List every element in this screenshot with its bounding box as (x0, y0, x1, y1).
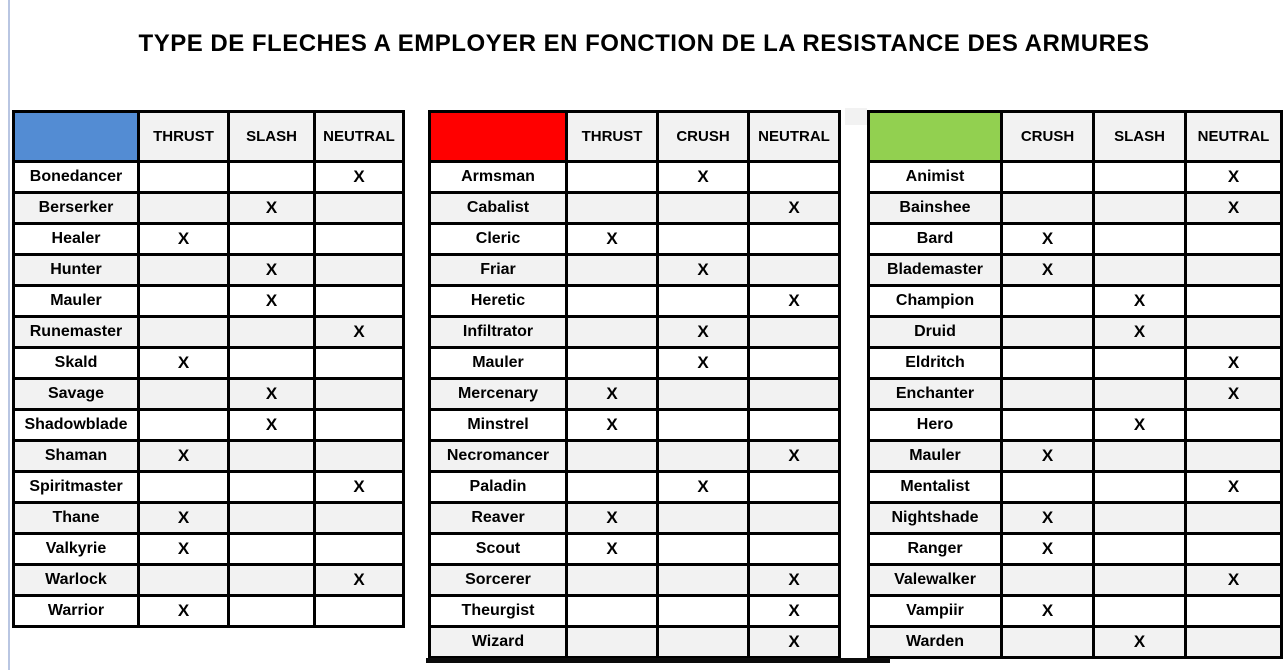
empty-cell (1094, 162, 1186, 193)
class-name-cell: Bard (869, 224, 1002, 255)
empty-cell (567, 286, 658, 317)
column-header-thrust: THRUST (139, 112, 229, 162)
empty-cell (749, 472, 840, 503)
x-mark-cell: X (315, 317, 404, 348)
class-row (14, 348, 404, 379)
class-row (14, 317, 404, 348)
empty-cell (567, 193, 658, 224)
class-row (869, 348, 1282, 379)
class-row (430, 286, 840, 317)
empty-cell (1002, 162, 1094, 193)
empty-cell (1002, 565, 1094, 596)
arrow-table-blue (12, 110, 405, 628)
page-title: TYPE DE FLECHES A EMPLOYER EN FONCTION DE LA RESISTANCE DES ARMURES (138, 30, 1150, 57)
empty-cell (1002, 627, 1094, 658)
empty-cell (1002, 348, 1094, 379)
bottom-window-edge (426, 658, 890, 663)
empty-cell (315, 348, 404, 379)
class-name-cell: Valewalker (869, 565, 1002, 596)
class-row (869, 162, 1282, 193)
empty-cell (658, 534, 749, 565)
class-row (14, 441, 404, 472)
empty-cell (229, 503, 315, 534)
empty-cell (229, 534, 315, 565)
empty-cell (658, 410, 749, 441)
class-name-cell: Ranger (869, 534, 1002, 565)
class-name-cell: Cleric (430, 224, 567, 255)
empty-cell (749, 503, 840, 534)
empty-cell (229, 224, 315, 255)
empty-cell (229, 317, 315, 348)
class-row (869, 534, 1282, 565)
class-name-cell: Cabalist (430, 193, 567, 224)
class-name-cell: Enchanter (869, 379, 1002, 410)
class-row (14, 503, 404, 534)
x-mark-cell: X (1186, 193, 1282, 224)
x-mark-cell: X (139, 596, 229, 627)
empty-cell (1002, 379, 1094, 410)
empty-cell (139, 286, 229, 317)
empty-cell (1186, 503, 1282, 534)
empty-cell (315, 286, 404, 317)
column-header-crush: CRUSH (658, 112, 749, 162)
x-mark-cell: X (1094, 286, 1186, 317)
class-name-cell: Mauler (430, 348, 567, 379)
class-row (869, 472, 1282, 503)
empty-cell (1186, 317, 1282, 348)
x-mark-cell: X (658, 348, 749, 379)
page-left-border (8, 0, 10, 670)
empty-cell (658, 379, 749, 410)
realm-color-cell (14, 112, 139, 162)
class-name-cell: Mauler (14, 286, 139, 317)
empty-cell (1186, 286, 1282, 317)
empty-cell (229, 441, 315, 472)
empty-cell (749, 348, 840, 379)
x-mark-cell: X (658, 472, 749, 503)
empty-cell (567, 627, 658, 658)
empty-cell (749, 410, 840, 441)
empty-cell (567, 596, 658, 627)
class-name-cell: Hero (869, 410, 1002, 441)
x-mark-cell: X (1002, 224, 1094, 255)
class-name-cell: Valkyrie (14, 534, 139, 565)
class-row (869, 596, 1282, 627)
empty-cell (1094, 193, 1186, 224)
class-row (14, 596, 404, 627)
class-name-cell: Spiritmaster (14, 472, 139, 503)
class-name-cell: Blademaster (869, 255, 1002, 286)
class-row (869, 565, 1282, 596)
column-header-neutral: NEUTRAL (315, 112, 404, 162)
class-row (430, 565, 840, 596)
class-row (14, 410, 404, 441)
class-name-cell: Thane (14, 503, 139, 534)
class-row (430, 317, 840, 348)
empty-cell (567, 441, 658, 472)
class-name-cell: Mauler (869, 441, 1002, 472)
class-name-cell: Wizard (430, 627, 567, 658)
class-name-cell: Animist (869, 162, 1002, 193)
x-mark-cell: X (1186, 379, 1282, 410)
empty-cell (315, 379, 404, 410)
header-row (14, 112, 404, 162)
class-row (14, 472, 404, 503)
empty-cell (749, 224, 840, 255)
class-row (430, 162, 840, 193)
empty-cell (139, 379, 229, 410)
empty-cell (1094, 472, 1186, 503)
class-name-cell: Druid (869, 317, 1002, 348)
class-name-cell: Mentalist (869, 472, 1002, 503)
realm-color-cell (430, 112, 567, 162)
empty-cell (315, 193, 404, 224)
class-name-cell: Eldritch (869, 348, 1002, 379)
class-row (14, 379, 404, 410)
empty-cell (315, 441, 404, 472)
empty-cell (749, 534, 840, 565)
empty-cell (1002, 193, 1094, 224)
x-mark-cell: X (229, 286, 315, 317)
x-mark-cell: X (229, 410, 315, 441)
empty-cell (749, 317, 840, 348)
empty-cell (1002, 317, 1094, 348)
empty-cell (1094, 441, 1186, 472)
empty-cell (229, 472, 315, 503)
class-row (869, 503, 1282, 534)
empty-cell (658, 224, 749, 255)
x-mark-cell: X (1002, 255, 1094, 286)
class-name-cell: Champion (869, 286, 1002, 317)
x-mark-cell: X (139, 441, 229, 472)
class-name-cell: Heretic (430, 286, 567, 317)
x-mark-cell: X (658, 255, 749, 286)
class-row (14, 534, 404, 565)
x-mark-cell: X (1002, 534, 1094, 565)
class-name-cell: Friar (430, 255, 567, 286)
class-name-cell: Armsman (430, 162, 567, 193)
empty-cell (1094, 534, 1186, 565)
empty-cell (567, 565, 658, 596)
empty-cell (749, 379, 840, 410)
x-mark-cell: X (749, 193, 840, 224)
class-row (869, 286, 1282, 317)
class-name-cell: Berserker (14, 193, 139, 224)
arrow-table-green (867, 110, 1283, 659)
x-mark-cell: X (567, 410, 658, 441)
arrow-table-red (428, 110, 841, 659)
class-row (869, 255, 1282, 286)
class-name-cell: Reaver (430, 503, 567, 534)
class-row (869, 317, 1282, 348)
column-header-slash: SLASH (1094, 112, 1186, 162)
stray-cell-fragment (845, 108, 867, 125)
x-mark-cell: X (567, 534, 658, 565)
class-row (430, 627, 840, 658)
x-mark-cell: X (749, 565, 840, 596)
x-mark-cell: X (658, 317, 749, 348)
x-mark-cell: X (1002, 596, 1094, 627)
class-row (869, 441, 1282, 472)
x-mark-cell: X (139, 534, 229, 565)
empty-cell (1002, 410, 1094, 441)
class-row (869, 379, 1282, 410)
x-mark-cell: X (1186, 348, 1282, 379)
empty-cell (139, 255, 229, 286)
empty-cell (1094, 503, 1186, 534)
x-mark-cell: X (749, 286, 840, 317)
class-name-cell: Warden (869, 627, 1002, 658)
empty-cell (139, 193, 229, 224)
class-name-cell: Infiltrator (430, 317, 567, 348)
x-mark-cell: X (229, 255, 315, 286)
column-header-crush: CRUSH (1002, 112, 1094, 162)
empty-cell (229, 162, 315, 193)
column-header-thrust: THRUST (567, 112, 658, 162)
class-name-cell: Minstrel (430, 410, 567, 441)
empty-cell (1186, 441, 1282, 472)
x-mark-cell: X (139, 348, 229, 379)
header-row (430, 112, 840, 162)
empty-cell (229, 348, 315, 379)
empty-cell (1002, 472, 1094, 503)
class-name-cell: Bonedancer (14, 162, 139, 193)
class-name-cell: Shadowblade (14, 410, 139, 441)
column-header-neutral: NEUTRAL (1186, 112, 1282, 162)
empty-cell (658, 286, 749, 317)
class-row (14, 255, 404, 286)
x-mark-cell: X (229, 193, 315, 224)
class-row (430, 224, 840, 255)
class-row (869, 410, 1282, 441)
x-mark-cell: X (658, 162, 749, 193)
empty-cell (567, 472, 658, 503)
empty-cell (1094, 379, 1186, 410)
empty-cell (567, 162, 658, 193)
class-row (869, 627, 1282, 658)
header-row (869, 112, 1282, 162)
class-name-cell: Warrior (14, 596, 139, 627)
empty-cell (139, 162, 229, 193)
x-mark-cell: X (1186, 162, 1282, 193)
class-row (430, 441, 840, 472)
empty-cell (1002, 286, 1094, 317)
x-mark-cell: X (1094, 627, 1186, 658)
empty-cell (1186, 534, 1282, 565)
class-name-cell: Healer (14, 224, 139, 255)
class-name-cell: Bainshee (869, 193, 1002, 224)
class-row (869, 224, 1282, 255)
empty-cell (315, 255, 404, 286)
empty-cell (658, 503, 749, 534)
empty-cell (139, 565, 229, 596)
empty-cell (315, 224, 404, 255)
class-row (14, 162, 404, 193)
class-name-cell: Hunter (14, 255, 139, 286)
class-row (14, 565, 404, 596)
x-mark-cell: X (315, 472, 404, 503)
x-mark-cell: X (1186, 472, 1282, 503)
class-row (430, 379, 840, 410)
empty-cell (315, 410, 404, 441)
x-mark-cell: X (139, 224, 229, 255)
class-name-cell: Theurgist (430, 596, 567, 627)
column-header-neutral: NEUTRAL (749, 112, 840, 162)
x-mark-cell: X (1186, 565, 1282, 596)
x-mark-cell: X (1002, 441, 1094, 472)
x-mark-cell: X (1094, 317, 1186, 348)
class-name-cell: Savage (14, 379, 139, 410)
empty-cell (315, 534, 404, 565)
empty-cell (229, 596, 315, 627)
empty-cell (658, 596, 749, 627)
class-name-cell: Mercenary (430, 379, 567, 410)
x-mark-cell: X (567, 224, 658, 255)
class-row (430, 193, 840, 224)
class-name-cell: Scout (430, 534, 567, 565)
empty-cell (1094, 224, 1186, 255)
x-mark-cell: X (749, 441, 840, 472)
empty-cell (658, 627, 749, 658)
class-name-cell: Paladin (430, 472, 567, 503)
class-name-cell: Vampiir (869, 596, 1002, 627)
empty-cell (1186, 410, 1282, 441)
empty-cell (1094, 565, 1186, 596)
class-name-cell: Nightshade (869, 503, 1002, 534)
class-name-cell: Sorcerer (430, 565, 567, 596)
empty-cell (658, 193, 749, 224)
class-row (430, 534, 840, 565)
class-row (430, 255, 840, 286)
class-name-cell: Warlock (14, 565, 139, 596)
empty-cell (139, 472, 229, 503)
empty-cell (1094, 255, 1186, 286)
empty-cell (1186, 596, 1282, 627)
x-mark-cell: X (1002, 503, 1094, 534)
empty-cell (1186, 255, 1282, 286)
x-mark-cell: X (749, 627, 840, 658)
x-mark-cell: X (567, 379, 658, 410)
class-row (430, 410, 840, 441)
empty-cell (567, 348, 658, 379)
class-name-cell: Necromancer (430, 441, 567, 472)
empty-cell (315, 596, 404, 627)
x-mark-cell: X (139, 503, 229, 534)
empty-cell (567, 255, 658, 286)
empty-cell (1094, 348, 1186, 379)
class-name-cell: Skald (14, 348, 139, 379)
column-header-slash: SLASH (229, 112, 315, 162)
empty-cell (567, 317, 658, 348)
empty-cell (139, 317, 229, 348)
x-mark-cell: X (229, 379, 315, 410)
realm-color-cell (869, 112, 1002, 162)
class-name-cell: Shaman (14, 441, 139, 472)
class-row (430, 472, 840, 503)
empty-cell (749, 255, 840, 286)
class-row (430, 348, 840, 379)
empty-cell (139, 410, 229, 441)
class-row (430, 503, 840, 534)
empty-cell (749, 162, 840, 193)
class-row (14, 286, 404, 317)
empty-cell (315, 503, 404, 534)
x-mark-cell: X (567, 503, 658, 534)
x-mark-cell: X (315, 565, 404, 596)
empty-cell (658, 565, 749, 596)
class-row (869, 193, 1282, 224)
x-mark-cell: X (749, 596, 840, 627)
class-name-cell: Runemaster (14, 317, 139, 348)
empty-cell (229, 565, 315, 596)
empty-cell (1186, 627, 1282, 658)
class-row (430, 596, 840, 627)
class-row (14, 224, 404, 255)
empty-cell (658, 441, 749, 472)
empty-cell (1186, 224, 1282, 255)
empty-cell (1094, 596, 1186, 627)
x-mark-cell: X (315, 162, 404, 193)
class-row (14, 193, 404, 224)
x-mark-cell: X (1094, 410, 1186, 441)
